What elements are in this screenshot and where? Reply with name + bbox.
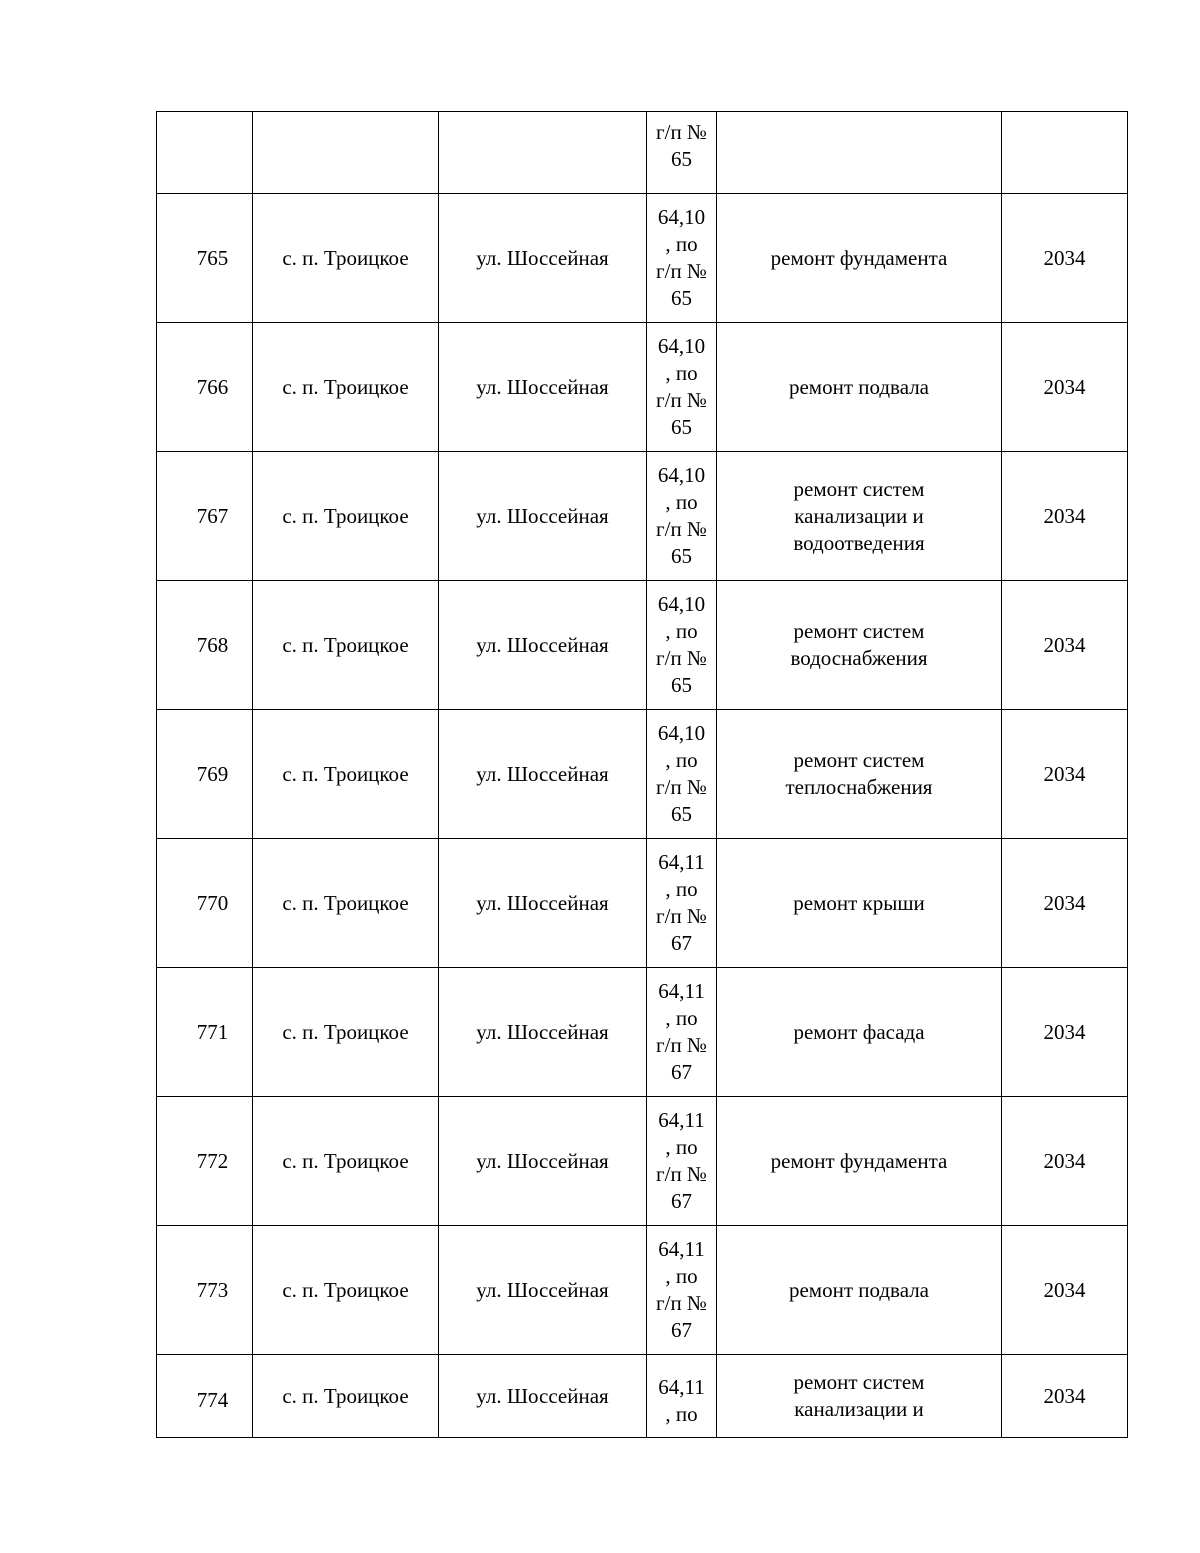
cell-street: ул. Шоссейная (439, 323, 647, 452)
house-line: 65 (671, 673, 692, 697)
cell-number (157, 839, 253, 968)
cell-settlement: с. п. Троицкое (253, 1226, 439, 1355)
cell-year: 2034 (1002, 452, 1128, 581)
cell-work (717, 1355, 1002, 1438)
cell-house (647, 839, 717, 968)
house-line: г/п № (656, 904, 707, 928)
house-line: 64,10 (657, 463, 706, 487)
cell-number (157, 1097, 253, 1226)
cell-house (647, 1097, 717, 1226)
house-line: , по (665, 877, 698, 901)
repair-schedule-table (156, 111, 1128, 1438)
cell-year: 2034 (1002, 1226, 1128, 1355)
cell-number (157, 968, 253, 1097)
house-line: 64,10 (657, 592, 706, 616)
house-line: , по (665, 490, 698, 514)
table-row (157, 1097, 1128, 1226)
cell-street (439, 112, 647, 194)
cell-number (157, 323, 253, 452)
house-line: 64,11 (658, 1374, 705, 1399)
work-line: ремонт систем (793, 619, 925, 643)
cell-street: ул. Шоссейная (439, 581, 647, 710)
work-line: ремонт подвала (788, 374, 930, 399)
house-line: 67 (671, 1060, 692, 1084)
row-number: 771 (196, 1019, 229, 1044)
house-line: 64,11 (658, 1237, 705, 1261)
cell-number (157, 581, 253, 710)
cell-year: 2034 (1002, 1355, 1128, 1438)
cell-street: ул. Шоссейная (439, 1355, 647, 1438)
house-line: 64,11 (658, 979, 705, 1003)
table-row (157, 452, 1128, 581)
work-line: ремонт подвала (788, 1277, 930, 1302)
cell-house (647, 710, 717, 839)
table-row (157, 839, 1128, 968)
row-number: 774 (196, 1388, 229, 1412)
cell-year: 2034 (1002, 968, 1128, 1097)
cell-work (717, 112, 1002, 194)
table-row (157, 1355, 1128, 1438)
cell-street: ул. Шоссейная (439, 1226, 647, 1355)
house-line: г/п № (656, 120, 707, 144)
cell-settlement: с. п. Троицкое (253, 581, 439, 710)
house-line: г/п № (656, 1291, 707, 1315)
cell-house (647, 323, 717, 452)
house-line: 65 (671, 415, 692, 439)
house-line: 65 (671, 802, 692, 826)
cell-year: 2034 (1002, 839, 1128, 968)
cell-work (717, 323, 1002, 452)
table-row-continuation (157, 112, 1128, 194)
work-line: ремонт фундамента (770, 1148, 948, 1173)
cell-house (647, 112, 717, 194)
cell-work (717, 452, 1002, 581)
row-number: 765 (196, 245, 229, 270)
cell-house (647, 194, 717, 323)
cell-house (647, 1226, 717, 1355)
cell-year: 2034 (1002, 710, 1128, 839)
table-row (157, 323, 1128, 452)
work-line: ремонт систем (793, 748, 925, 772)
row-number: 770 (196, 890, 229, 915)
table-row (157, 581, 1128, 710)
work-line: теплоснабжения (785, 775, 933, 799)
work-line: ремонт фасада (793, 1019, 925, 1044)
house-line: г/п № (656, 388, 707, 412)
house-line: г/п № (656, 1033, 707, 1057)
row-number: 772 (196, 1148, 229, 1173)
cell-settlement: с. п. Троицкое (253, 194, 439, 323)
table-row (157, 194, 1128, 323)
house-line: 65 (671, 544, 692, 568)
cell-settlement: с. п. Троицкое (253, 1355, 439, 1438)
house-line: , по (665, 361, 698, 385)
cell-settlement: с. п. Троицкое (253, 710, 439, 839)
work-line: ремонт систем (793, 1370, 925, 1394)
house-line: 67 (671, 1318, 692, 1342)
house-line: , по (665, 1135, 698, 1159)
house-line: г/п № (656, 646, 707, 670)
cell-house (647, 581, 717, 710)
house-line: , по (665, 1401, 698, 1426)
table-row (157, 968, 1128, 1097)
cell-work (717, 968, 1002, 1097)
house-line: 64,11 (658, 850, 705, 874)
cell-work (717, 194, 1002, 323)
row-number: 766 (196, 374, 229, 399)
cell-year: 2034 (1002, 323, 1128, 452)
cell-year: 2034 (1002, 1097, 1128, 1226)
cell-number (157, 1226, 253, 1355)
cell-street: ул. Шоссейная (439, 1097, 647, 1226)
house-line: г/п № (656, 1162, 707, 1186)
work-line: ремонт фундамента (770, 245, 948, 270)
house-line: г/п № (656, 775, 707, 799)
cell-number (157, 194, 253, 323)
table-body (157, 112, 1128, 1438)
cell-street: ул. Шоссейная (439, 194, 647, 323)
cell-work (717, 581, 1002, 710)
cell-number (157, 710, 253, 839)
cell-settlement: с. п. Троицкое (253, 968, 439, 1097)
cell-street: ул. Шоссейная (439, 839, 647, 968)
cell-street: ул. Шоссейная (439, 710, 647, 839)
row-number: 768 (196, 632, 229, 657)
cell-settlement: с. п. Троицкое (253, 452, 439, 581)
cell-number (157, 1355, 253, 1438)
work-line: ремонт крыши (793, 890, 925, 915)
house-line: , по (665, 1264, 698, 1288)
cell-settlement: с. п. Троицкое (253, 1097, 439, 1226)
cell-settlement: с. п. Троицкое (253, 323, 439, 452)
cell-house (647, 1355, 717, 1438)
cell-street: ул. Шоссейная (439, 452, 647, 581)
house-line: 67 (671, 931, 692, 955)
house-line: 65 (671, 147, 692, 171)
work-line: канализации и (794, 503, 924, 528)
house-line: 64,10 (657, 334, 706, 358)
cell-work (717, 1226, 1002, 1355)
row-number: 767 (196, 503, 229, 528)
cell-work (717, 710, 1002, 839)
house-line: , по (665, 748, 698, 772)
cell-year: 2034 (1002, 581, 1128, 710)
table-row (157, 710, 1128, 839)
work-line: водоснабжения (790, 646, 928, 670)
work-line: водоотведения (793, 530, 925, 555)
cell-settlement: с. п. Троицкое (253, 839, 439, 968)
house-line: 64,11 (658, 1108, 705, 1132)
cell-work (717, 839, 1002, 968)
cell-house (647, 968, 717, 1097)
table-row (157, 1226, 1128, 1355)
house-line: 65 (671, 286, 692, 310)
work-line: ремонт систем (793, 476, 925, 501)
row-number: 769 (196, 761, 229, 786)
cell-settlement (253, 112, 439, 194)
cell-house (647, 452, 717, 581)
house-line: , по (665, 619, 698, 643)
cell-year: 2034 (1002, 194, 1128, 323)
house-line: 64,10 (657, 721, 706, 745)
row-number: 773 (196, 1277, 229, 1302)
cell-street: ул. Шоссейная (439, 968, 647, 1097)
work-line: канализации и (794, 1397, 924, 1421)
house-line: 64,10 (657, 205, 706, 229)
cell-year (1002, 112, 1128, 194)
cell-work (717, 1097, 1002, 1226)
house-line: г/п № (656, 517, 707, 541)
house-line: , по (665, 232, 698, 256)
cell-number (157, 112, 253, 194)
cell-number (157, 452, 253, 581)
house-line: , по (665, 1006, 698, 1030)
house-line: 67 (671, 1189, 692, 1213)
house-line: г/п № (656, 259, 707, 283)
